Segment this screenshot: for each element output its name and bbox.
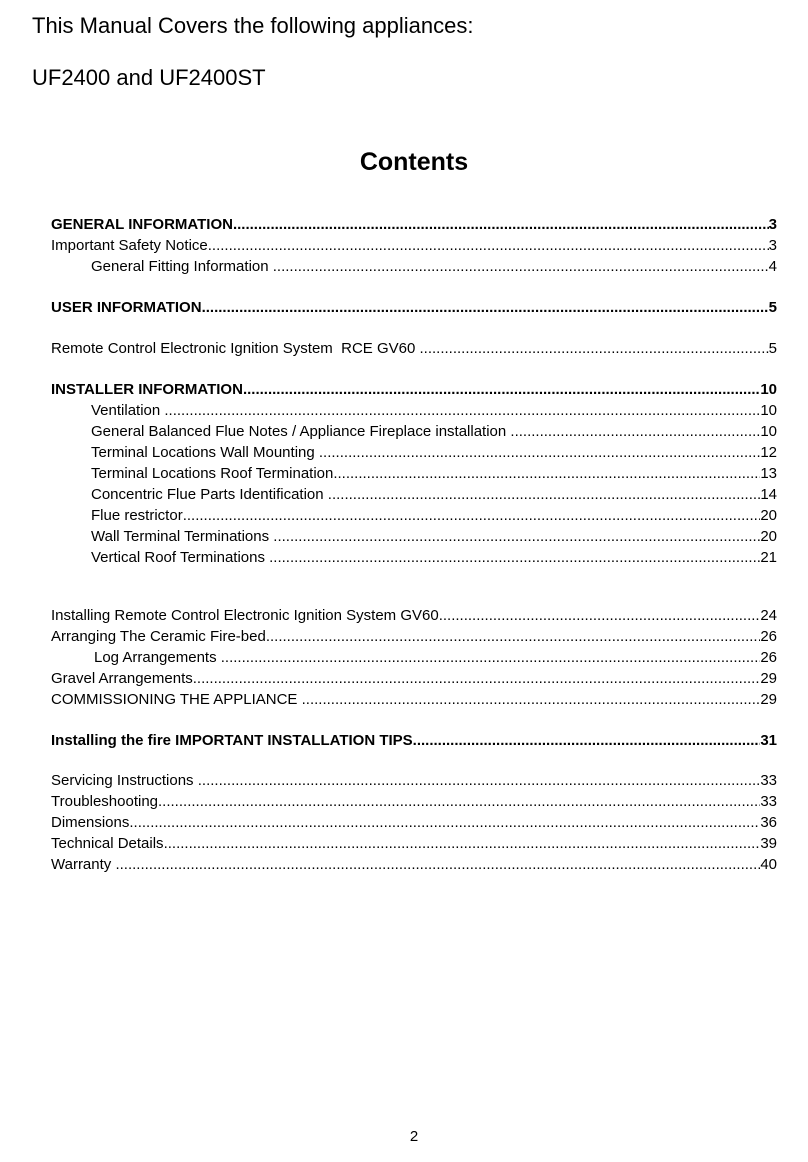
toc-dot-leader [208, 236, 769, 256]
toc-dot-leader [243, 380, 760, 400]
toc-entry-page: 20 [760, 528, 777, 545]
toc-entry-page: 33 [760, 793, 777, 810]
toc-entry [51, 690, 777, 710]
toc-entry [51, 606, 777, 626]
toc-dot-leader [198, 771, 761, 791]
toc-entry-page: 29 [760, 691, 777, 708]
toc-entry-page: 10 [760, 381, 777, 398]
toc-entry [91, 485, 777, 505]
toc-entry-label: INSTALLER INFORMATION [51, 381, 243, 398]
toc-entry [91, 257, 777, 277]
toc-entry-label: Technical Details [51, 835, 164, 852]
toc-entry-label: Flue restrictor [91, 507, 183, 524]
toc-dot-leader [164, 834, 761, 854]
toc-dot-leader [233, 215, 769, 235]
toc-entry-page: 21 [760, 549, 777, 566]
toc-entry-label: COMMISSIONING THE APPLIANCE [51, 691, 302, 708]
toc-entry [91, 506, 777, 526]
toc-dot-leader [333, 464, 760, 484]
toc-entry [91, 464, 777, 484]
toc-entry-page: 12 [760, 444, 777, 461]
toc-dot-leader [193, 669, 761, 689]
toc-entry-label: Wall Terminal Terminations [91, 528, 274, 545]
toc-entry-page: 3 [768, 216, 777, 233]
toc-entry [94, 648, 777, 668]
toc-entry [91, 422, 777, 442]
toc-entry-page: 29 [760, 670, 777, 687]
toc-dot-leader [129, 813, 760, 833]
toc-dot-leader [510, 422, 760, 442]
toc-entry-label: Terminal Locations Wall Mounting [91, 444, 319, 461]
toc-entry-label: USER INFORMATION [51, 299, 202, 316]
toc-entry-label: General Fitting Information [91, 258, 273, 275]
toc-entry [51, 298, 777, 318]
toc-entry-page: 24 [760, 607, 777, 624]
intro-line-2: UF2400 and UF2400ST [32, 65, 266, 90]
toc-entry-label: Vertical Roof Terminations [91, 549, 270, 566]
toc-entry [51, 792, 777, 812]
toc-entry [51, 380, 777, 400]
toc-entry-page: 36 [760, 814, 777, 831]
toc-entry [51, 834, 777, 854]
toc-entry-page: 31 [760, 732, 777, 749]
toc-entry [51, 627, 777, 647]
toc-entry-page: 5 [768, 340, 777, 357]
toc-entry-page: 14 [760, 486, 777, 503]
toc-entry-label: GENERAL INFORMATION [51, 216, 233, 233]
toc-dot-leader [221, 648, 761, 668]
toc-dot-leader [164, 401, 760, 421]
toc-entry-label: Log Arrangements [94, 649, 221, 666]
toc-entry [51, 813, 777, 833]
toc-dot-leader [328, 485, 761, 505]
toc-entry-page: 39 [760, 835, 777, 852]
toc-entry-label: Dimensions [51, 814, 130, 831]
toc-entry-page: 26 [760, 649, 777, 666]
toc-dot-leader [419, 339, 768, 359]
toc-dot-leader [183, 506, 761, 526]
contents-title: Contents [359, 148, 469, 176]
toc-entry-label: Troubleshooting [51, 793, 159, 810]
toc-entry-label: Remote Control Electronic Ignition System RCE GV60 [51, 340, 420, 357]
toc-entry [51, 236, 777, 256]
toc-entry-page: 13 [760, 465, 777, 482]
toc-dot-leader [266, 627, 761, 647]
toc-dot-leader [319, 443, 760, 463]
toc-dot-leader [439, 606, 761, 626]
intro-line-1: This Manual Covers the following appliances: [32, 13, 474, 38]
toc-entry-page: 20 [760, 507, 777, 524]
toc-dot-leader [115, 855, 760, 875]
toc-entry [91, 527, 777, 547]
toc-dot-leader [302, 690, 761, 710]
toc-entry [51, 215, 777, 235]
toc-entry-label: Warranty [51, 856, 116, 873]
toc-entry-label: Servicing Instructions [51, 772, 198, 789]
toc-dot-leader [269, 548, 760, 568]
toc-entry-page: 10 [760, 402, 777, 419]
toc-entry-page: 10 [760, 423, 777, 440]
toc-entry-page: 40 [760, 856, 777, 873]
toc-entry-label: Concentric Flue Parts Identification [91, 486, 328, 503]
toc-entry-page: 4 [768, 258, 777, 275]
toc-dot-leader [158, 792, 760, 812]
toc-entry [91, 401, 777, 421]
toc-entry-label: Ventilation [91, 402, 165, 419]
toc-entry [91, 548, 777, 568]
toc-entry [51, 771, 777, 791]
toc-dot-leader [273, 527, 760, 547]
toc-entry [91, 443, 777, 463]
toc-entry-page: 33 [760, 772, 777, 789]
toc-entry-label: Terminal Locations Roof Termination [91, 465, 334, 482]
toc-entry [51, 339, 777, 359]
toc-entry-label: Important Safety Notice [51, 237, 208, 254]
toc-entry-label: Arranging The Ceramic Fire-bed [51, 628, 266, 645]
toc-entry-page: 26 [760, 628, 777, 645]
toc-dot-leader [273, 257, 769, 277]
toc-entry-label: General Balanced Flue Notes / Appliance Fireplace installation [91, 423, 511, 440]
toc-entry-page: 3 [768, 237, 777, 254]
toc-entry [51, 855, 777, 875]
toc-entry-label: Installing the fire IMPORTANT INSTALLATION TIPS [51, 732, 413, 749]
toc-entry-label: Gravel Arrangements [51, 670, 193, 687]
page-number: 2 [409, 1128, 419, 1145]
toc-entry [51, 731, 777, 751]
toc-entry [51, 669, 777, 689]
toc-entry-label: Installing Remote Control Electronic Ignition System GV60 [51, 607, 439, 624]
toc-dot-leader [413, 731, 761, 751]
toc-entry-page: 5 [768, 299, 777, 316]
toc-dot-leader [202, 298, 769, 318]
